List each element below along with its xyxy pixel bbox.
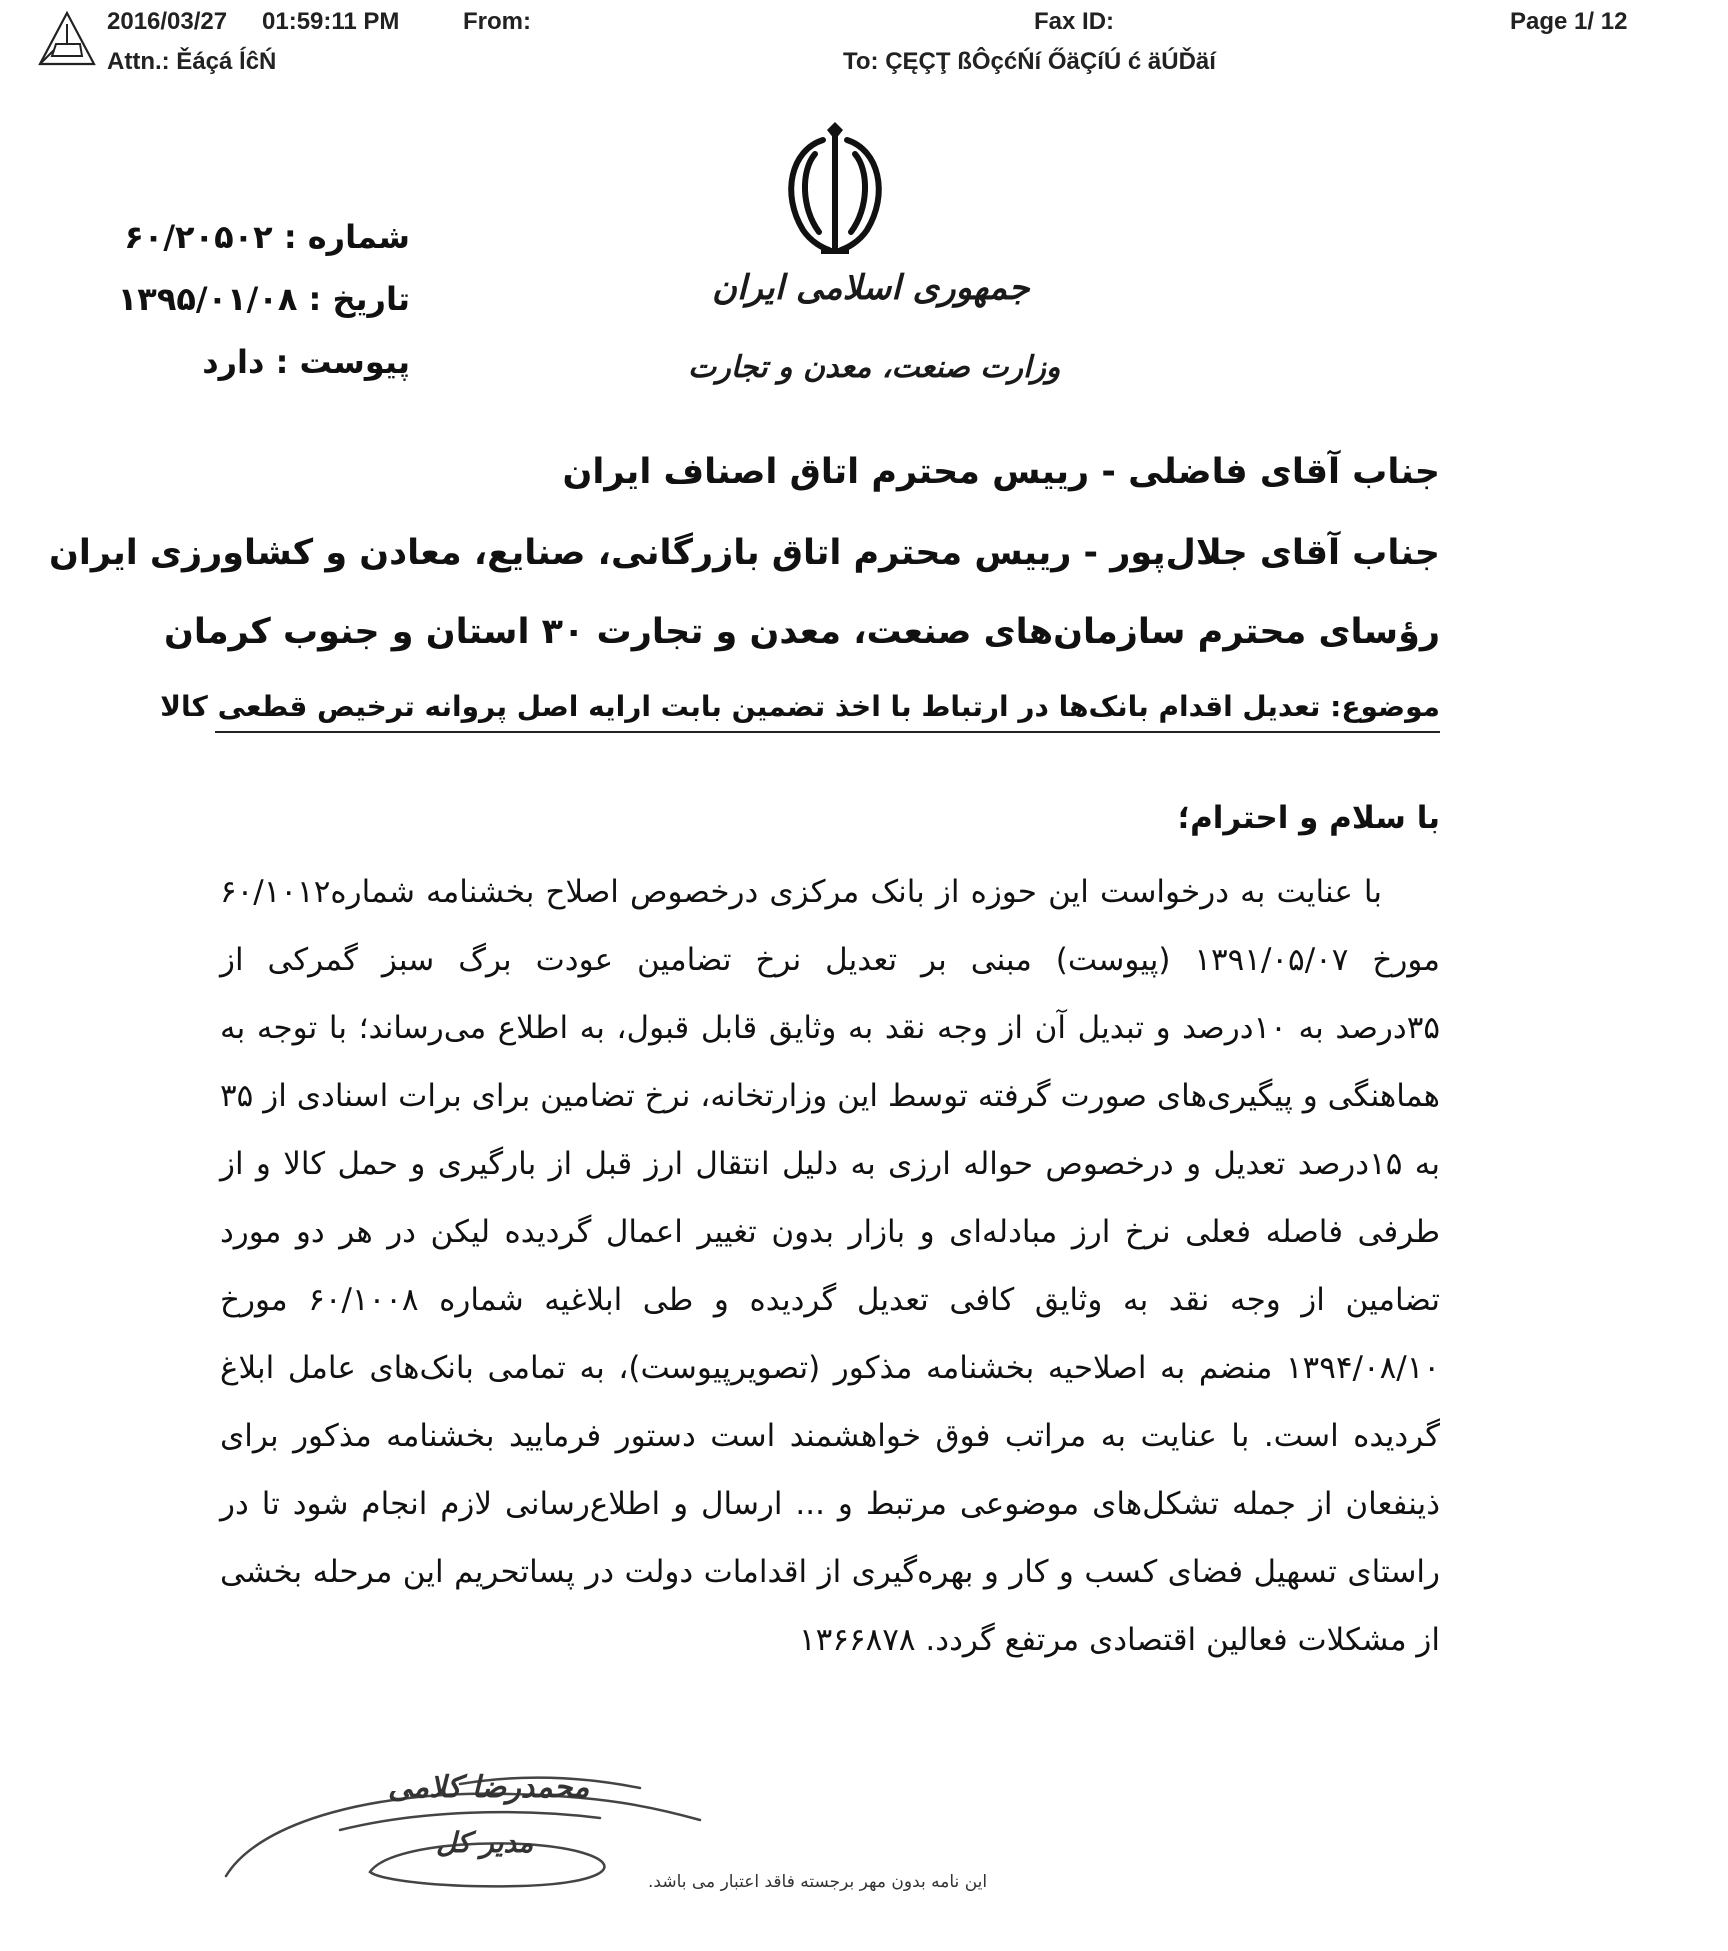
- body-line: راستای تسهیل فضای کسب و کار و بهره‌گیری از اقدامات دولت در پساتحریم این مرحله بخشی: [220, 1554, 1440, 1590]
- fax-date: 2016/03/27: [107, 8, 228, 35]
- body-line: هماهنگی و پیگیری‌های صورت گرفته توسط این وزارتخانه، نرخ تضامین برای برات اسنادی از ۳۵: [220, 1078, 1440, 1114]
- letter-date: تاریخ : ۱۳۹۵/۰۱/۰۸: [117, 280, 410, 318]
- body-line: به ۱۵درصد تعدیل و درخصوص حواله ارزی به دلیل انتقال ارز قبل از بارگیری و حمل کالا و از: [220, 1146, 1440, 1182]
- letter-number: شماره : ۶۰/۲۰۵۰۲: [124, 218, 410, 256]
- fax-id-label: Fax ID:: [1034, 8, 1115, 35]
- fax-logo-icon: [36, 10, 98, 68]
- body-line: از مشکلات فعالین اقتصادی مرتفع گردد. ۱۳۶۶۸۷۸: [799, 1622, 1440, 1658]
- letter-subject: موضوع: تعدیل اقدام بانک‌ها در ارتباط با اخذ تضمین بابت ارایه اصل پروانه ترخیص قطعی کالا: [215, 690, 1440, 733]
- signatory-name: محمدرضا کلامی: [388, 1770, 590, 1805]
- fax-attn: Attn.: Ěáçá ĺĉŃ: [107, 48, 277, 75]
- validity-note: این نامه بدون مهر برجسته فاقد اعتبار می باشد.: [648, 1872, 988, 1892]
- fax-to: To: ÇĘÇŢ ßÔçćŃí ŐäÇíÚ ć äÚĎäí: [843, 48, 1216, 75]
- body-line: ۳۵درصد به ۱۰درصد و تبدیل آن از وجه نقد به وثایق قابل قبول، به اطلاع می‌رساند؛ با توجه به: [220, 1010, 1440, 1046]
- republic-title: جمهوری اسلامی ایران: [712, 268, 1030, 308]
- body-line: تضامین از وجه نقد به وثایق کافی تعدیل گردیده و طی ابلاغیه شماره ۶۰/۱۰۰۸ مورخ: [220, 1282, 1440, 1318]
- body-line: با عنایت به درخواست این حوزه از بانک مرکزی درخصوص اصلاح بخشنامه شماره۶۰/۱۰۱۲: [220, 874, 1382, 910]
- body-line: ۱۳۹۴/۰۸/۱۰ منضم به اصلاحیه بخشنامه مذکور (تصویرپیوست)، به تمامی بانک‌های عامل ابلاغ: [220, 1350, 1440, 1386]
- salutation: با سلام و احترام؛: [1177, 800, 1440, 836]
- fax-page: Page 1/ 12: [1510, 8, 1628, 35]
- signatory-title: مدیر کل: [436, 1826, 534, 1859]
- body-line: گردیده است. با عنایت به مراتب فوق خواهشمند است دستور فرمایید بخشنامه مذکور برای: [220, 1418, 1440, 1454]
- addressee-3: رؤسای محترم سازمان‌های صنعت، معدن و تجارت ۳۰ استان و جنوب کرمان: [163, 612, 1440, 652]
- body-line: طرفی فاصله فعلی نرخ ارز مبادله‌ای و بازار بدون تغییر اعمال گردیده لیکن در هر دو مورد: [220, 1214, 1440, 1250]
- iran-emblem-icon: [765, 120, 905, 260]
- ministry-title: وزارت صنعت، معدن و تجارت: [688, 350, 1061, 385]
- fax-from-label: From:: [463, 8, 531, 35]
- body-line: ذینفعان از جمله تشکل‌های موضوعی مرتبط و ... ارسال و اطلاع‌رسانی لازم انجام شود تا در: [220, 1486, 1440, 1522]
- addressee-2: جناب آقای جلال‌پور - رییس محترم اتاق بازرگانی، صنایع، معادن و کشاورزی ایران: [48, 533, 1440, 573]
- fax-time: 01:59:11 PM: [262, 8, 400, 35]
- addressee-1: جناب آقای فاضلی - رییس محترم اتاق اصناف ایران: [562, 452, 1440, 492]
- body-line: مورخ ۱۳۹۱/۰۵/۰۷ (پیوست) مبنی بر تعدیل نرخ تضامین عودت برگ سبز گمرکی از: [220, 942, 1440, 978]
- fax-header: [0, 0, 1728, 90]
- letter-attachment: پیوست : دارد: [202, 343, 410, 381]
